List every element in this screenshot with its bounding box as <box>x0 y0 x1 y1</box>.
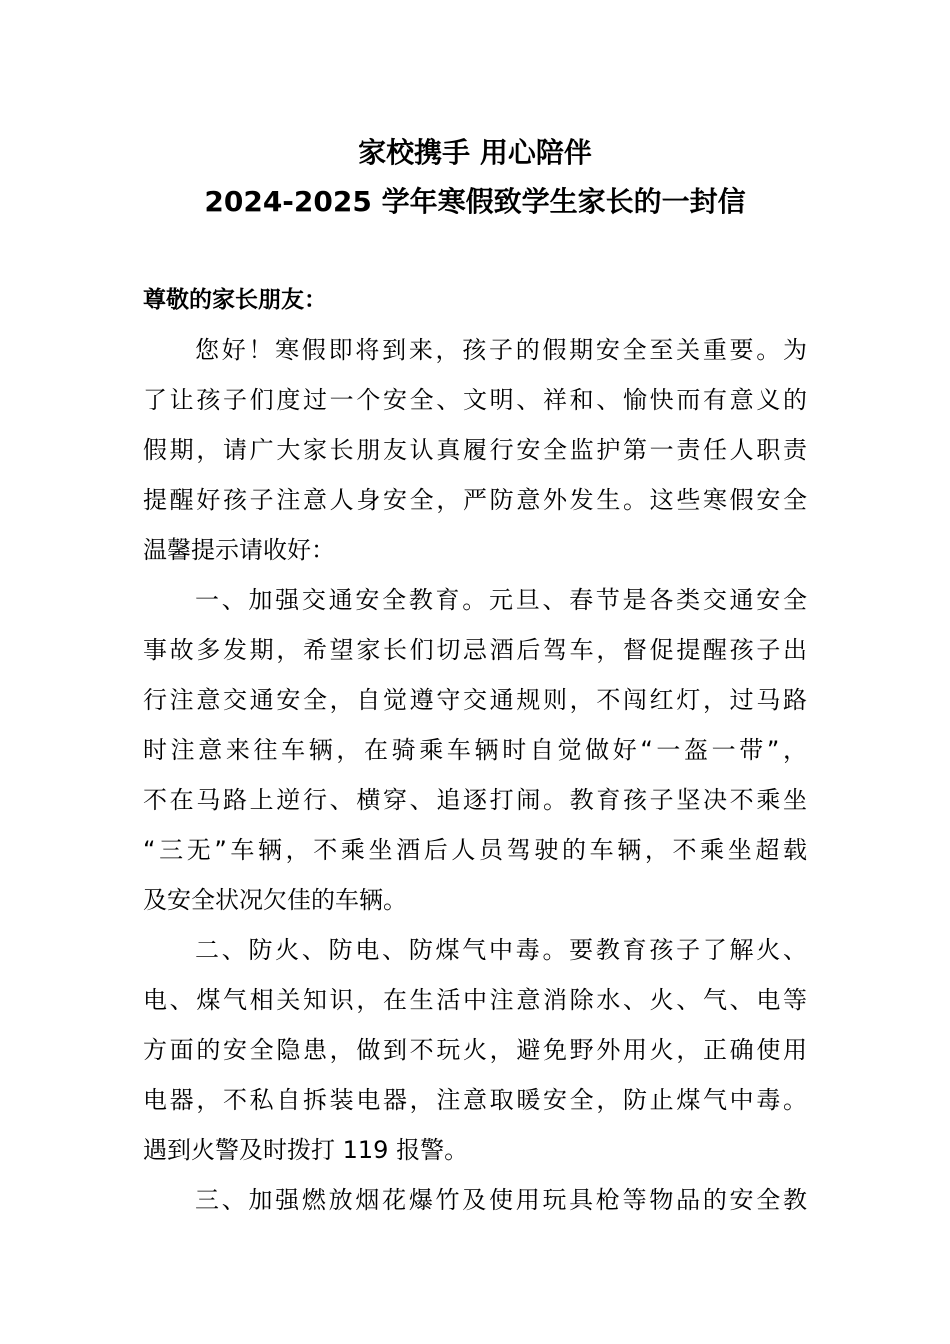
body-line: “三无”车辆，不乘坐酒后人员驾驶的车辆，不乘坐超载 <box>143 836 807 864</box>
body-line: 三、加强燃放烟花爆竹及使用玩具枪等物品的安全教 <box>195 1186 807 1214</box>
title-line-2: 2024-2025 学年寒假致学生家长的一封信 <box>204 185 746 218</box>
body-line: 遇到火警及时拨打 119 报警。 <box>143 1136 469 1164</box>
body-line: 时注意来往车辆，在骑乘车辆时自觉做好“一盔一带”， <box>143 736 807 764</box>
body-line: 方面的安全隐患，做到不玩火，避免野外用火，正确使用 <box>143 1036 807 1064</box>
body-line: 电器，不私自拆装电器，注意取暖安全，防止煤气中毒。 <box>143 1086 807 1114</box>
body-line: 一、加强交通安全教育。元旦、春节是各类交通安全 <box>195 586 807 614</box>
body-line: 事故多发期，希望家长们切忌酒后驾车，督促提醒孩子出 <box>143 636 807 664</box>
body-line: 不在马路上逆行、横穿、追逐打闹。教育孩子坚决不乘坐 <box>143 786 807 814</box>
body-line: 温馨提示请收好： <box>143 536 335 564</box>
salutation: 尊敬的家长朋友： <box>143 287 327 313</box>
body-line: 了让孩子们度过一个安全、文明、祥和、愉快而有意义的 <box>143 386 807 414</box>
body-line: 电、煤气相关知识，在生活中注意消除水、火、气、电等 <box>143 986 807 1014</box>
body-line: 您好！寒假即将到来，孩子的假期安全至关重要。为 <box>195 336 807 364</box>
body-line: 行注意交通安全，自觉遵守交通规则，不闯红灯，过马路 <box>143 686 807 714</box>
title-line-1: 家校携手 用心陪伴 <box>358 136 592 169</box>
body-line: 及安全状况欠佳的车辆。 <box>143 886 407 914</box>
body-line: 提醒好孩子注意人身安全，严防意外发生。这些寒假安全 <box>143 486 807 514</box>
body-line: 二、防火、防电、防煤气中毒。要教育孩子了解火、 <box>195 936 807 964</box>
body-line: 假期，请广大家长朋友认真履行安全监护第一责任人职责 <box>143 436 807 464</box>
